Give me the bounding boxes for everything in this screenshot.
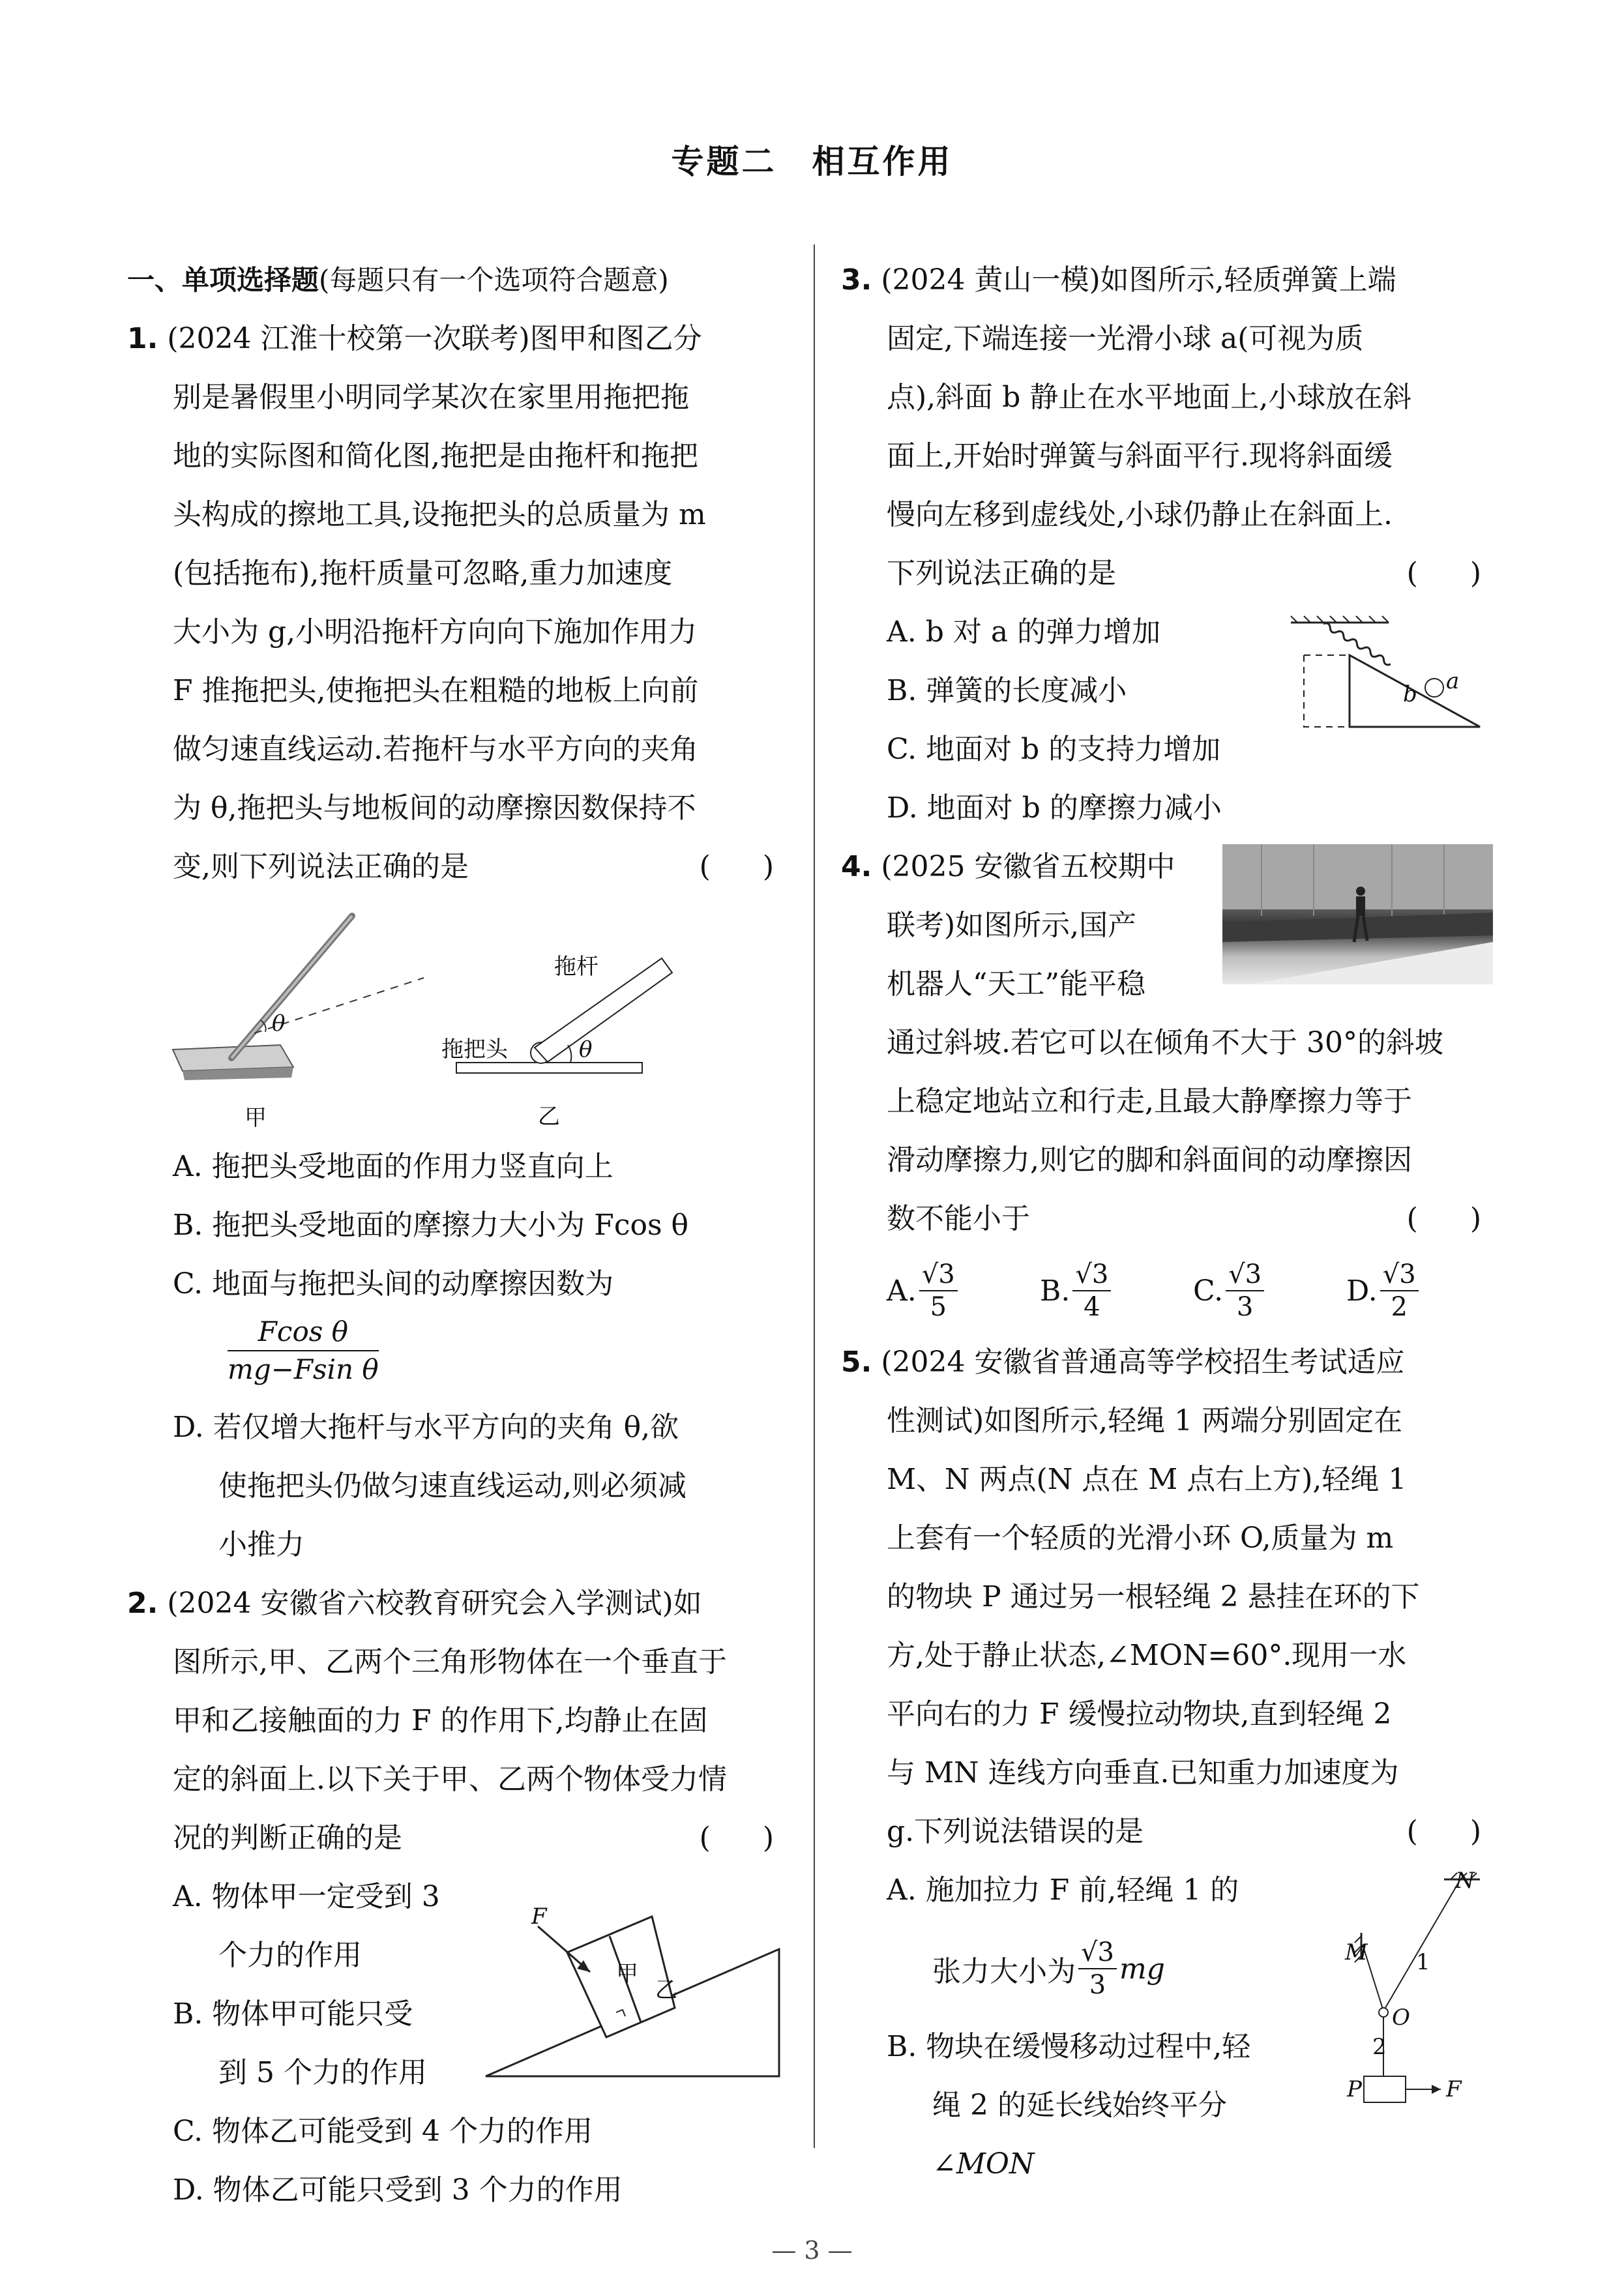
q5-option-a-mg: mg — [1119, 1952, 1165, 1986]
section-note: (每题只有一个选项符合题意) — [319, 264, 669, 296]
q1-option-b: B. 拖把头受地面的摩擦力大小为 Fcos θ — [173, 1209, 689, 1242]
q1-label-jia: 甲 — [244, 1105, 267, 1131]
mop-diagram — [127, 896, 786, 1138]
q1-label-rod: 拖杆 — [554, 954, 598, 980]
q1-option-c: C. 地面与拖把头间的动摩擦因数为 — [173, 1267, 614, 1301]
q5-option-a-den: 3 — [1089, 1970, 1106, 2000]
q3-answer-bracket: ( ) — [1406, 557, 1493, 590]
q1-theta-label-yi: θ — [579, 1037, 593, 1063]
robot-photo — [1222, 844, 1493, 984]
q5-line-5: 方,处于静止状态,∠MON=60°.现用一水 — [887, 1639, 1407, 1672]
q4-option-a-den: 5 — [930, 1292, 947, 1322]
q5-option-b-2: ∠MON — [932, 2147, 1035, 2181]
q2-option-a-1: 个力的作用 — [218, 1939, 362, 1972]
q2-line-3: 定的斜面上.以下关于甲、乙两个物体受力情 — [173, 1763, 727, 1796]
q3-option-a: A. b 对 a 的弹力增加 — [887, 615, 1161, 649]
q5-option-block — [841, 1861, 1493, 2200]
q3-line-2: 点),斜面 b 静止在水平地面上,小球放在斜 — [887, 381, 1412, 414]
q4-answer-bracket: ( ) — [1406, 1202, 1493, 1235]
section-heading — [127, 251, 786, 310]
robot-photo-sketch — [1222, 844, 1493, 984]
q1-option-d-0: D. 若仅增大拖杆与水平方向的夹角 θ,欲 — [173, 1411, 679, 1444]
q1-frac-den: mg−Fsin θ — [228, 1353, 379, 1385]
q5-answer-bracket: ( ) — [1406, 1815, 1493, 1848]
q4-line-4: 上稳定地站立和行走,且最大静摩擦力等于 — [887, 1085, 1412, 1118]
page-number: — 3 — — [771, 2236, 853, 2265]
q5-option-b-1: 绳 2 的延长线始终平分 — [932, 2089, 1227, 2122]
q5-label-F: F — [1446, 2076, 1462, 2102]
q5-label-P: P — [1347, 2076, 1362, 2102]
q5-label-N: N — [1455, 1868, 1475, 1894]
q2-label-yi: 乙 — [655, 1977, 677, 2003]
q3-line-5 — [841, 544, 1493, 603]
q5-line-8 — [841, 1802, 1493, 1861]
q2-option-b-1: 到 5 个力的作用 — [218, 2056, 427, 2089]
q2-option-b-0: B. 物体甲可能只受 — [173, 1997, 413, 2031]
q5-option-a-text: 张力大小为 — [932, 1955, 1076, 1988]
q3-line-4: 慢向左移到虚线处,小球仍静止在斜面上. — [887, 498, 1393, 531]
section-title: 一、单项选择题 — [127, 264, 319, 296]
q2-line-4 — [127, 1809, 786, 1868]
q5-text: (2024 安徽省普通高等学校招生考试适应 — [881, 1346, 1405, 1379]
q4-option-c-label: C. — [1193, 1274, 1224, 1308]
q5-label-O: O — [1392, 2005, 1410, 2031]
q1-number: 1. — [127, 322, 158, 355]
q3-text: (2024 黄山一模)如图所示,轻质弹簧上端 — [881, 263, 1396, 297]
q4-option-d — [1346, 1259, 1421, 1323]
q5-option-a-0: A. 施加拉力 F 前,轻绳 1 的 — [887, 1874, 1239, 1907]
q2-label-jia: 甲 — [616, 1961, 638, 1987]
q4-option-d-num: √3 — [1380, 1259, 1419, 1291]
q2-line-0 — [127, 1574, 786, 1633]
q1-theta-label-jia: θ — [272, 1010, 286, 1037]
q1-answer-bracket: ( ) — [699, 850, 786, 883]
q1-line-3: 头构成的擦地工具,设拖把头的总质量为 m — [173, 498, 706, 531]
q5-option-b-0: B. 物块在缓慢移动过程中,轻 — [887, 2030, 1251, 2063]
q5-line-2: M、N 两点(N 点在 M 点右上方),轻绳 1 — [887, 1463, 1407, 1496]
q4-line-5: 滑动摩擦力,则它的脚和斜面间的动摩擦因 — [887, 1143, 1412, 1177]
q4-text: (2025 安徽省五校期中 — [881, 850, 1175, 883]
q1-line-8: 为 θ,拖把头与地板间的动摩擦因数保持不 — [173, 791, 696, 825]
q4-line-6 — [841, 1190, 1493, 1248]
q4-option-b-label: B. — [1040, 1274, 1070, 1308]
q5-line-4: 的物块 P 通过另一根轻绳 2 悬挂在环的下 — [887, 1580, 1420, 1613]
q4-text-end: 数不能小于 — [887, 1202, 1030, 1235]
q2-text-end: 况的判断正确的是 — [173, 1821, 402, 1855]
q5-line-6: 平向右的力 F 缓慢拉动物块,直到轻绳 2 — [887, 1698, 1392, 1731]
q2-number: 2. — [127, 1587, 158, 1620]
q4-option-b — [1040, 1259, 1193, 1323]
q2-option-c: C. 物体乙可能受到 4 个力的作用 — [173, 2115, 593, 2148]
q3-line-3: 面上,开始时弹簧与斜面平行.现将斜面缓 — [887, 439, 1393, 473]
q5-number: 5. — [841, 1346, 872, 1379]
q2-text: (2024 安徽省六校教育研究会入学测试)如 — [167, 1587, 702, 1620]
q3-text-end: 下列说法正确的是 — [887, 557, 1116, 590]
page-title: 专题二 相互作用 — [671, 143, 953, 181]
q3-spring-figure — [1278, 610, 1493, 759]
q5-line-1: 性测试)如图所示,轻绳 1 两端分别固定在 — [887, 1404, 1403, 1437]
q5-line-0 — [841, 1333, 1493, 1392]
q5-line-7: 与 MN 连线方向垂直.已知重力加速度为 — [887, 1756, 1399, 1789]
q4-option-b-num: √3 — [1072, 1259, 1111, 1291]
q4-option-d-label: D. — [1346, 1274, 1378, 1308]
q5-option-a-1 — [932, 1930, 1165, 2008]
q4-options — [841, 1248, 1493, 1333]
q1-line-5: 大小为 g,小明沿拖杆方向向下施加作用力 — [173, 615, 698, 649]
right-column — [841, 251, 1493, 2200]
q2-option-a-0: A. 物体甲一定受到 3 — [173, 1880, 440, 1913]
q4-option-d-den: 2 — [1391, 1292, 1408, 1322]
q4-option-c — [1193, 1259, 1346, 1323]
q1-line-4: (包括拖布),拖杆质量可忽略,重力加速度 — [173, 557, 673, 590]
q1-line-1: 别是暑假里小明同学某次在家里用拖把拖 — [173, 381, 689, 414]
q5-option-a-num: √3 — [1078, 1937, 1117, 1969]
q3-option-block — [841, 603, 1493, 838]
q3-line-1: 固定,下端连接一光滑小球 a(可视为质 — [887, 322, 1364, 355]
q4-line-1: 联考)如图所示,国产 — [887, 909, 1137, 942]
q3-label-a: a — [1446, 668, 1460, 694]
q1-line-6: F 推拖把头,使拖把头在粗糙的地板上向前 — [173, 674, 699, 707]
q2-option-d: D. 物体乙可能只受到 3 个力的作用 — [173, 2173, 623, 2207]
q3-number: 3. — [841, 263, 872, 297]
q1-line-0 — [127, 310, 786, 368]
q5-text-end: g.下列说法错误的是 — [887, 1815, 1144, 1848]
q5-label-M: M — [1345, 1939, 1368, 1965]
q1-text: (2024 江淮十校第一次联考)图甲和图乙分 — [167, 322, 702, 355]
q4-head-block — [841, 838, 1493, 1014]
q5-label-1: 1 — [1416, 1949, 1430, 1975]
q2-line-1: 图所示,甲、乙两个三角形物体在一个垂直于 — [173, 1645, 727, 1679]
q1-option-a: A. 拖把头受地面的作用力竖直向上 — [173, 1150, 613, 1183]
q4-number: 4. — [841, 850, 872, 883]
q1-option-d-2: 小推力 — [218, 1528, 304, 1561]
q2-answer-bracket: ( ) — [699, 1821, 786, 1855]
left-column — [127, 251, 786, 2220]
q4-line-2: 机器人“天工”能平稳 — [887, 967, 1145, 1001]
q4-option-a-num: √3 — [919, 1259, 958, 1291]
q1-option-d-1: 使拖把头仍做匀速直线运动,则必须减 — [218, 1469, 687, 1503]
q4-option-b-den: 4 — [1084, 1292, 1100, 1322]
q5-label-2: 2 — [1372, 2034, 1387, 2060]
q1-text-end: 变,则下列说法正确的是 — [173, 850, 469, 883]
q5-line-3: 上套有一个轻质的光滑小环 O,质量为 m — [887, 1522, 1394, 1555]
q3-option-c: C. 地面对 b 的支持力增加 — [887, 733, 1221, 766]
q1-line-9 — [127, 838, 786, 896]
column-divider — [814, 244, 815, 2148]
q1-label-yi: 乙 — [538, 1104, 560, 1130]
q4-option-a-label: A. — [887, 1274, 917, 1308]
q3-label-b: b — [1403, 681, 1417, 707]
q4-line-3: 通过斜坡.若它可以在倾角不大于 30°的斜坡 — [887, 1026, 1443, 1059]
q2-option-block — [127, 1868, 786, 2102]
q3-option-b: B. 弹簧的长度减小 — [887, 674, 1127, 707]
q1-option-c-fraction — [127, 1314, 786, 1398]
q4-option-a — [887, 1259, 1040, 1323]
q1-label-head: 拖把头 — [441, 1037, 508, 1063]
q1-line-2: 地的实际图和简化图,拖把是由拖杆和拖把 — [173, 439, 698, 473]
q3-line-0 — [841, 251, 1493, 310]
q1-figure — [127, 896, 786, 1138]
q1-line-7: 做匀速直线运动.若拖杆与水平方向的夹角 — [173, 733, 698, 766]
q4-line-0 — [841, 838, 1175, 896]
q1-frac-num: Fcos θ — [228, 1314, 379, 1351]
q2-line-2: 甲和乙接触面的力 F 的作用下,均静止在固 — [173, 1704, 708, 1737]
q4-option-c-num: √3 — [1226, 1259, 1264, 1291]
q5-rope-figure — [1284, 1861, 1499, 2141]
q3-option-d: D. 地面对 b 的摩擦力减小 — [887, 791, 1222, 825]
q2-label-F: F — [531, 1904, 547, 1930]
q4-option-c-den: 3 — [1236, 1292, 1254, 1322]
